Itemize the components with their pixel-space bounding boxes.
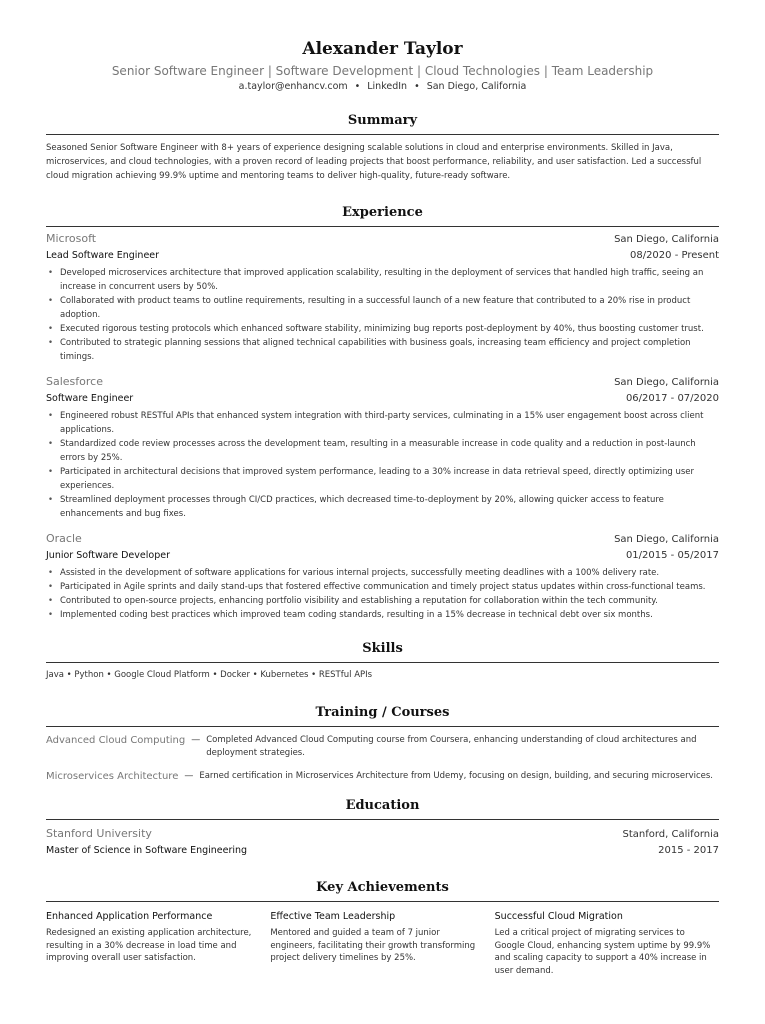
job-dates: 01/2015 - 05/2017 [625, 550, 719, 561]
job-entry [46, 231, 719, 364]
job-bullet: • Contributed to open-source projects, enhancing portfolio visibility and establishing a reputation for collaboration within the tech community. [46, 594, 719, 608]
achievement-description: Led a critical project of migrating services to Google Cloud, enhancing system uptime by 99.9% and scaling capacity to support a 40% increase in user demand. [494, 928, 711, 976]
experience-section [46, 204, 719, 622]
job-entry [46, 531, 719, 622]
course-description: Completed Advanced Cloud Computing course from Coursera, enhancing understanding of cloud architectures and deployment strategies. [206, 735, 697, 758]
training-section [46, 704, 719, 783]
resume-page [46, 0, 719, 977]
summary-section [46, 112, 719, 183]
achievement-title: Successful Cloud Migration [494, 911, 623, 922]
section-divider [46, 819, 719, 820]
job-bullet: • Streamlined deployment processes through CI/CD practices, which decreased time-to-deployment by 20%, allowing quicker access to feature enhancements and bug fixes. [46, 493, 719, 521]
achievement-card [495, 910, 719, 977]
achievements-section [46, 879, 719, 977]
contact-separator: • [354, 81, 361, 92]
location-text: San Diego, California [426, 81, 527, 92]
job-bullet: • Engineered robust RESTful APIs that enhanced system integration with third-party services, culminating in a 15% user engagement boost across client applications. [46, 409, 719, 437]
job-dates: 06/2017 - 07/2020 [625, 393, 719, 404]
section-divider [46, 134, 719, 135]
job-location: San Diego, California [614, 534, 719, 545]
contact-line [46, 80, 719, 94]
course-entry [46, 734, 719, 760]
section-divider [46, 662, 719, 663]
job-bullet: • Contributed to strategic planning sessions that aligned technical capabilities with business goals, increasing team efficiency and project completion timings. [46, 336, 719, 364]
course-dash: — [191, 735, 201, 745]
achievement-description: Redesigned an existing application architecture, resulting in a 30% decrease in load time and improving overall user satisfaction. [46, 928, 252, 963]
job-bullet: • Implemented coding best practices which improved team coding standards, resulting in a 15% decrease in technical debt over six months. [46, 608, 719, 622]
job-company: Salesforce [46, 375, 103, 388]
education-dates: 2015 - 2017 [658, 845, 719, 856]
contact-separator: • [414, 81, 420, 92]
candidate-headline: Senior Software Engineer | Software Development | Cloud Technologies | Team Leadership [111, 64, 654, 78]
job-bullets [46, 266, 719, 364]
section-divider [46, 226, 719, 227]
education-school: Stanford University [46, 827, 152, 840]
skills-list: Java • Python • Google Cloud Platform • Docker • Kubernetes • RESTful APIs [46, 670, 373, 680]
section-divider [46, 901, 719, 902]
job-bullets [46, 566, 719, 622]
job-company: Microsoft [46, 232, 97, 245]
section-heading-skills: Skills [362, 641, 403, 656]
job-bullet: • Collaborated with product teams to outline requirements, resulting in a successful launch of a new feature that contributed to a 20% rise in product adoption. [46, 294, 719, 322]
linkedin-link[interactable]: LinkedIn [367, 81, 408, 92]
education-degree: Master of Science in Software Engineering [46, 845, 248, 856]
job-dates: 08/2020 - Present [629, 250, 719, 261]
achievement-title: Effective Team Leadership [270, 911, 396, 922]
achievement-description: Mentored and guided a team of 7 junior engineers, facilitating their growth transforming project delivery timelines by 25%. [270, 928, 476, 963]
job-role: Junior Software Developer [46, 550, 170, 561]
achievement-card [46, 910, 270, 977]
job-bullet: • Participated in architectural decisions that improved system performance, leading to a 30% increase in data retrieval speed, directly optimizing user experiences. [46, 465, 719, 493]
course-description: Earned certification in Microservices Architecture from Udemy, focusing on design, building, and securing microservices. [199, 771, 714, 781]
job-role: Software Engineer [46, 393, 134, 404]
summary-text: Seasoned Senior Software Engineer with 8+ years of experience designing scalable solutions in cloud and enterprise environments. Skilled in Java, microservices, and cloud technologies, with a proven record of leading projects that boost performance, reliability, and user satisfaction. Led a successful cloud migration achieving 99.9% uptime and mentoring teams to deliver high-quality, future-ready software. [46, 143, 702, 181]
section-heading-summary: Summary [347, 113, 418, 128]
achievement-card [270, 910, 494, 977]
section-heading-training: Training / Courses [315, 705, 450, 720]
email-link[interactable]: a.taylor@enhancv.com [238, 81, 348, 92]
section-heading-achievements: Key Achievements [316, 880, 449, 895]
job-role: Lead Software Engineer [46, 250, 160, 261]
course-dash: — [184, 771, 194, 781]
achievement-title: Enhanced Application Performance [46, 911, 213, 922]
job-bullet: • Assisted in the development of software applications for various internal projects, successfully meeting deadlines with a 100% delivery rate. [46, 566, 719, 580]
candidate-name: Alexander Taylor [302, 39, 463, 59]
job-bullet: • Executed rigorous testing protocols which enhanced software stability, minimizing bug reports post-deployment by 40%, thus boosting customer trust. [46, 322, 719, 336]
job-entry [46, 374, 719, 521]
section-divider [46, 726, 719, 727]
education-location: Stanford, California [622, 829, 719, 840]
job-bullet: • Standardized code review processes across the development team, resulting in a measurable increase in code quality and a reduction in post-launch errors by 25%. [46, 437, 719, 465]
job-bullets [46, 409, 719, 521]
skills-section [46, 640, 719, 682]
education-section [46, 797, 719, 859]
section-heading-education: Education [345, 798, 420, 813]
job-location: San Diego, California [614, 234, 719, 245]
course-name: Microservices Architecture [46, 771, 179, 782]
section-heading-experience: Experience [342, 205, 423, 220]
education-entry [46, 826, 719, 859]
job-bullet: • Participated in Agile sprints and daily stand-ups that fostered effective communication and timely project status updates within cross-functional teams. [46, 580, 719, 594]
course-name: Advanced Cloud Computing [46, 735, 186, 746]
job-bullet: • Developed microservices architecture that improved application scalability, resulting in the deployment of services that handled high traffic, seeing an increase in concurrent users by 50%. [46, 266, 719, 294]
job-company: Oracle [46, 532, 82, 545]
job-location: San Diego, California [614, 377, 719, 388]
course-entry [46, 770, 719, 783]
